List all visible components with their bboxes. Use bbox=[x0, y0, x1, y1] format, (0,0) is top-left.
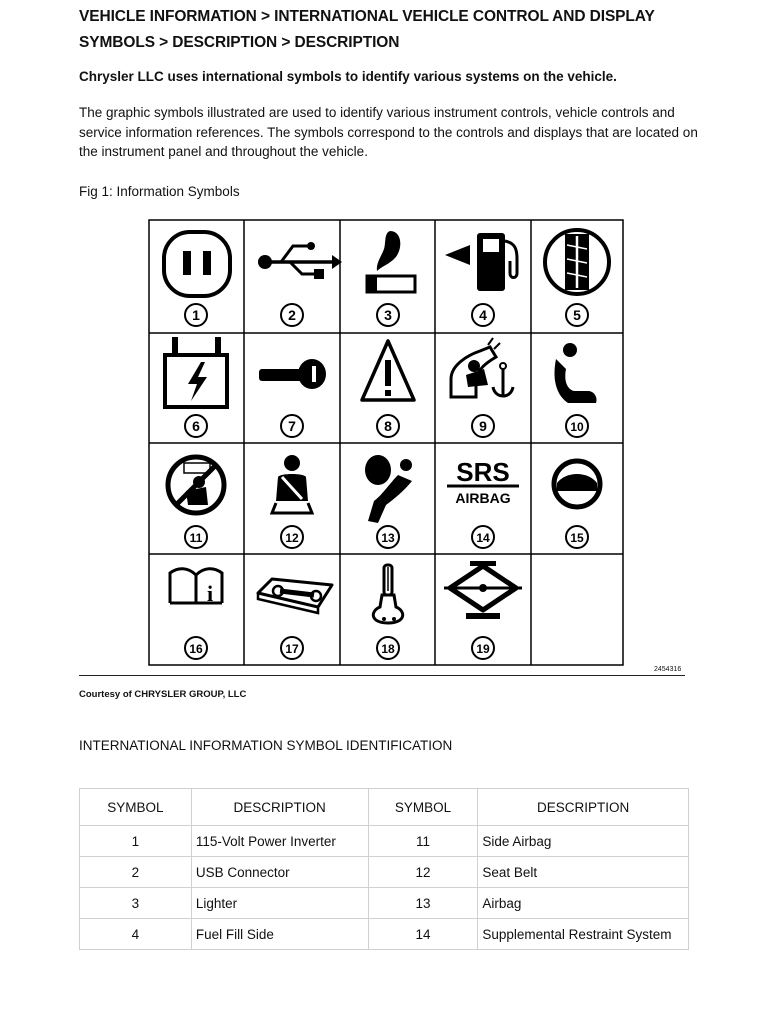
symbol-number-text: 18 bbox=[381, 642, 395, 656]
page-title bbox=[79, 4, 719, 56]
table-header-row bbox=[80, 789, 689, 826]
symbol-number-6 bbox=[185, 415, 207, 437]
symbol-cell: 4 bbox=[80, 919, 192, 950]
description-cell: Lighter bbox=[191, 888, 368, 919]
symbol-number-labels bbox=[185, 304, 588, 659]
tire-icon bbox=[545, 230, 609, 294]
steering-wheel-icon bbox=[554, 461, 600, 507]
symbol-number-text: 4 bbox=[479, 307, 487, 323]
hood-release-icon bbox=[373, 565, 402, 623]
figure-id: 2454316 bbox=[654, 666, 682, 673]
description-cell: Fuel Fill Side bbox=[191, 919, 368, 950]
description-cell: 115-Volt Power Inverter bbox=[191, 826, 368, 857]
symbol-number-5 bbox=[566, 304, 588, 326]
figure-rule bbox=[79, 675, 685, 676]
symbol-number-text: 11 bbox=[189, 531, 203, 545]
information-symbols-figure bbox=[148, 219, 624, 666]
header-description-1: DESCRIPTION bbox=[191, 789, 368, 826]
title-line-2: SYMBOLS > DESCRIPTION > DESCRIPTION bbox=[79, 34, 400, 51]
symbol-number-text: 15 bbox=[570, 531, 584, 545]
description-cell: Supplemental Restraint System bbox=[478, 919, 689, 950]
child-seat-anchor-icon bbox=[451, 338, 513, 397]
symbol-cell: 12 bbox=[368, 857, 478, 888]
symbol-number-18 bbox=[377, 637, 399, 659]
courtesy-line: Courtesy of CHRYSLER GROUP, LLC bbox=[79, 689, 247, 700]
symbol-number-text: 6 bbox=[192, 418, 200, 434]
description-cell: Airbag bbox=[478, 888, 689, 919]
figure-caption: Fig 1: Information Symbols bbox=[79, 184, 240, 199]
symbol-number-10 bbox=[566, 415, 588, 437]
symbol-number-4 bbox=[472, 304, 494, 326]
table-row bbox=[80, 826, 689, 857]
symbol-number-text: 17 bbox=[285, 642, 299, 656]
symbol-number-text: 12 bbox=[285, 531, 299, 545]
fuel-side-icon bbox=[445, 233, 517, 291]
symbol-number-text: 1 bbox=[192, 307, 200, 323]
usb-icon bbox=[258, 242, 342, 279]
symbol-number-text: 8 bbox=[384, 418, 392, 434]
description-cell: Seat Belt bbox=[478, 857, 689, 888]
table-row bbox=[80, 919, 689, 950]
symbol-number-17 bbox=[281, 637, 303, 659]
symbol-number-19 bbox=[472, 637, 494, 659]
title-line-1: VEHICLE INFORMATION > INTERNATIONAL VEHICLE CONTROL AND DISPLAY bbox=[79, 8, 655, 25]
table-row bbox=[80, 857, 689, 888]
srs-airbag-icon bbox=[447, 457, 519, 506]
child-seat-icon bbox=[555, 343, 597, 403]
symbol-identification-table bbox=[79, 788, 689, 950]
srs-label: SRS bbox=[456, 457, 510, 487]
symbol-number-8 bbox=[377, 415, 399, 437]
symbol-number-text: 14 bbox=[476, 531, 490, 545]
symbol-number-13 bbox=[377, 526, 399, 548]
symbol-number-14 bbox=[472, 526, 494, 548]
symbol-cell: 1 bbox=[80, 826, 192, 857]
symbol-cell: 14 bbox=[368, 919, 478, 950]
key-icon bbox=[259, 359, 326, 389]
description-cell: USB Connector bbox=[191, 857, 368, 888]
symbol-cell: 3 bbox=[80, 888, 192, 919]
battery-icon bbox=[165, 337, 227, 407]
lighter-icon bbox=[367, 231, 415, 292]
header-description-2: DESCRIPTION bbox=[478, 789, 689, 826]
symbol-number-text: 9 bbox=[479, 418, 487, 434]
service-manual-icon bbox=[258, 579, 332, 613]
symbol-number-16 bbox=[185, 637, 207, 659]
symbol-number-9 bbox=[472, 415, 494, 437]
symbol-number-1 bbox=[185, 304, 207, 326]
symbol-number-15 bbox=[566, 526, 588, 548]
symbol-number-2 bbox=[281, 304, 303, 326]
symbol-number-3 bbox=[377, 304, 399, 326]
table-row bbox=[80, 888, 689, 919]
symbol-cell: 13 bbox=[368, 888, 478, 919]
table-section-title: INTERNATIONAL INFORMATION SYMBOL IDENTIFICATION bbox=[79, 738, 453, 753]
intro-summary: Chrysler LLC uses international symbols to identify various systems on the vehicle. bbox=[79, 69, 617, 84]
symbol-number-text: 7 bbox=[288, 418, 296, 434]
symbol-number-12 bbox=[281, 526, 303, 548]
grid-lines bbox=[149, 220, 623, 665]
seat-belt-icon bbox=[272, 455, 312, 513]
symbol-number-text: 10 bbox=[570, 420, 584, 434]
symbol-number-text: 3 bbox=[384, 307, 392, 323]
airbag-icon bbox=[365, 455, 412, 523]
symbol-number-text: 16 bbox=[189, 642, 203, 656]
side-airbag-icon bbox=[168, 457, 224, 513]
symbol-cell: 2 bbox=[80, 857, 192, 888]
info-glyph: i bbox=[206, 581, 214, 606]
header-symbol-2: SYMBOL bbox=[368, 789, 478, 826]
symbol-number-7 bbox=[281, 415, 303, 437]
warning-icon bbox=[362, 341, 414, 400]
outlet-icon bbox=[164, 232, 230, 296]
header-symbol-1: SYMBOL bbox=[80, 789, 192, 826]
owners-manual-icon bbox=[170, 569, 222, 606]
airbag-label: AIRBAG bbox=[455, 490, 511, 506]
symbol-number-text: 13 bbox=[381, 531, 395, 545]
symbol-number-text: 19 bbox=[476, 642, 490, 656]
intro-paragraph: The graphic symbols illustrated are used to identify various instrument controls, vehicle controls and service information references. The symbols correspond to the controls and displays that are located on the instrument panel and throughout the vehicle. bbox=[79, 105, 698, 159]
symbol-number-11 bbox=[185, 526, 207, 548]
symbol-number-text: 5 bbox=[573, 307, 581, 323]
jack-icon bbox=[444, 561, 522, 619]
description-cell: Side Airbag bbox=[478, 826, 689, 857]
symbols-grid bbox=[148, 219, 624, 666]
symbol-cell: 11 bbox=[368, 826, 478, 857]
symbol-number-text: 2 bbox=[288, 307, 296, 323]
